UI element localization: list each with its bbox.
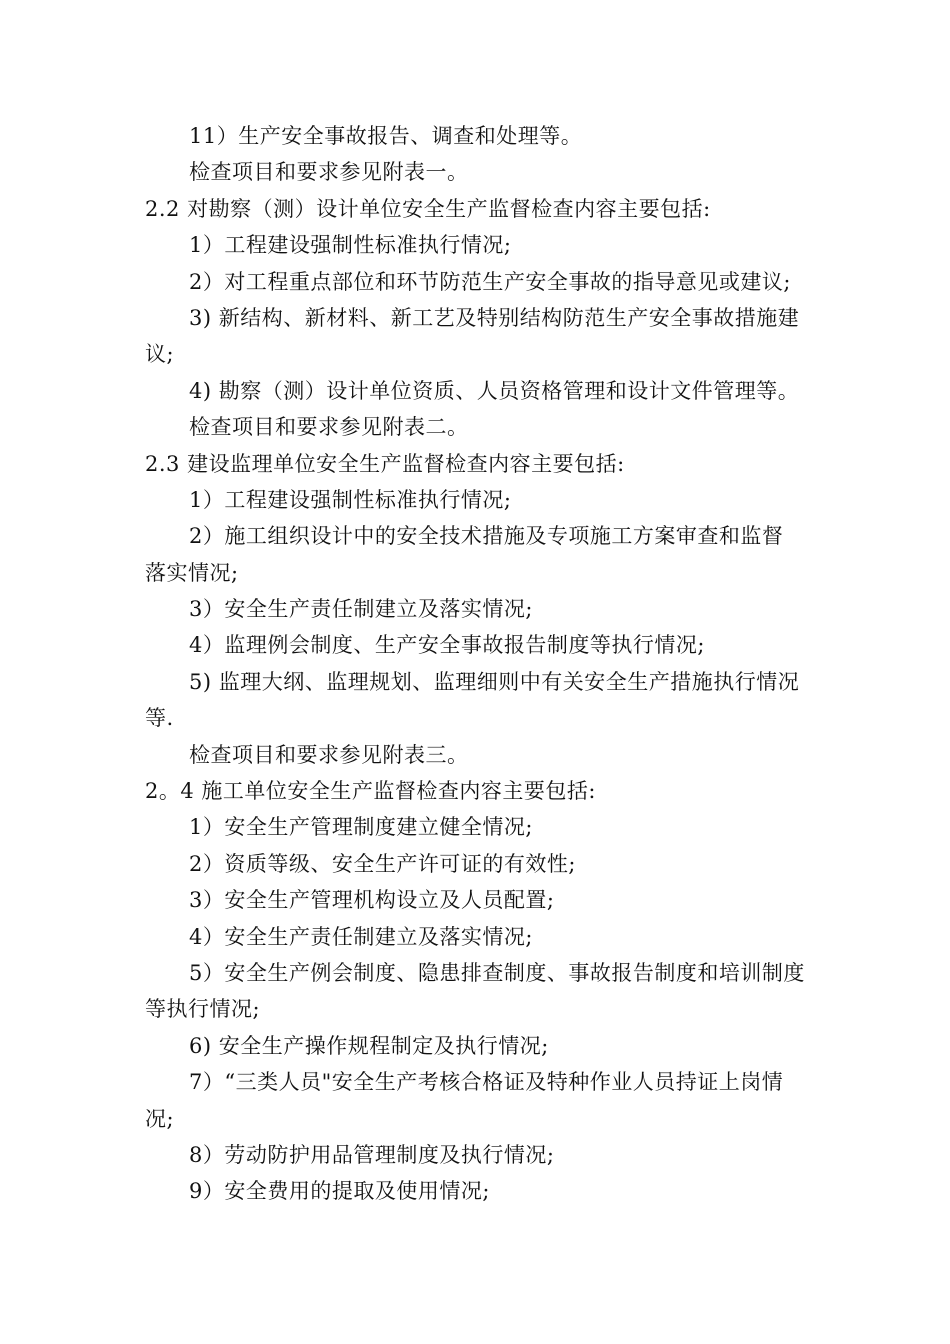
text-line: 4) 勘察（测）设计单位资质、人员资格管理和设计文件管理等。 xyxy=(189,378,800,403)
text-line: 况; xyxy=(145,1106,175,1131)
text-line: 4）安全生产责任制建立及落实情况; xyxy=(189,924,533,949)
text-line: 4）监理例会制度、生产安全事故报告制度等执行情况; xyxy=(189,633,705,658)
text-line: 2）施工组织设计中的安全技术措施及专项施工方案审查和监督 xyxy=(189,524,784,549)
text-line: 2.2 对勘察（测）设计单位安全生产监督检查内容主要包括: xyxy=(145,196,711,221)
text-line: 5) 监理大纲、监理规划、监理细则中有关安全生产措施执行情况 xyxy=(189,669,800,694)
text-line: 8）劳动防护用品管理制度及执行情况; xyxy=(189,1142,555,1167)
text-line: 7）“三类人员"安全生产考核合格证及特种作业人员持证上岗情 xyxy=(189,1070,784,1095)
text-line: 3）安全生产责任制建立及落实情况; xyxy=(189,597,533,622)
text-line: 3）安全生产管理机构设立及人员配置; xyxy=(189,888,555,913)
text-line: 9）安全费用的提取及使用情况; xyxy=(189,1179,490,1204)
text-line: 议; xyxy=(145,342,175,367)
text-line: 2）对工程重点部位和环节防范生产安全事故的指导意见或建议; xyxy=(189,269,791,294)
text-line: 落实情况; xyxy=(145,560,239,585)
text-line: 11）生产安全事故报告、调查和处理等。 xyxy=(189,124,583,148)
text-line: 6) 安全生产操作规程制定及执行情况; xyxy=(189,1033,549,1058)
text-line: 3) 新结构、新材料、新工艺及特别结构防范生产安全事故措施建 xyxy=(189,305,800,330)
text-line: 等执行情况; xyxy=(145,997,261,1022)
text-line: 1）安全生产管理制度建立健全情况; xyxy=(189,815,533,840)
text-line: 1）工程建设强制性标准执行情况; xyxy=(189,487,512,512)
text-line: 5）安全生产例会制度、隐患排查制度、事故报告制度和培训制度 xyxy=(189,960,805,985)
text-line: 检查项目和要求参见附表一。 xyxy=(189,160,469,185)
text-line: 检查项目和要求参见附表二。 xyxy=(189,415,469,440)
text-line: 1）工程建设强制性标准执行情况; xyxy=(189,233,512,258)
text-line: 2）资质等级、安全生产许可证的有效性; xyxy=(189,851,576,876)
text-line: 检查项目和要求参见附表三。 xyxy=(189,742,469,767)
text-line: 等. xyxy=(145,706,174,731)
text-line: 2。4 施工单位安全生产监督检查内容主要包括: xyxy=(145,779,596,804)
document-body xyxy=(145,118,815,1210)
text-line: 2.3 建设监理单位安全生产监督检查内容主要包括: xyxy=(145,451,625,476)
